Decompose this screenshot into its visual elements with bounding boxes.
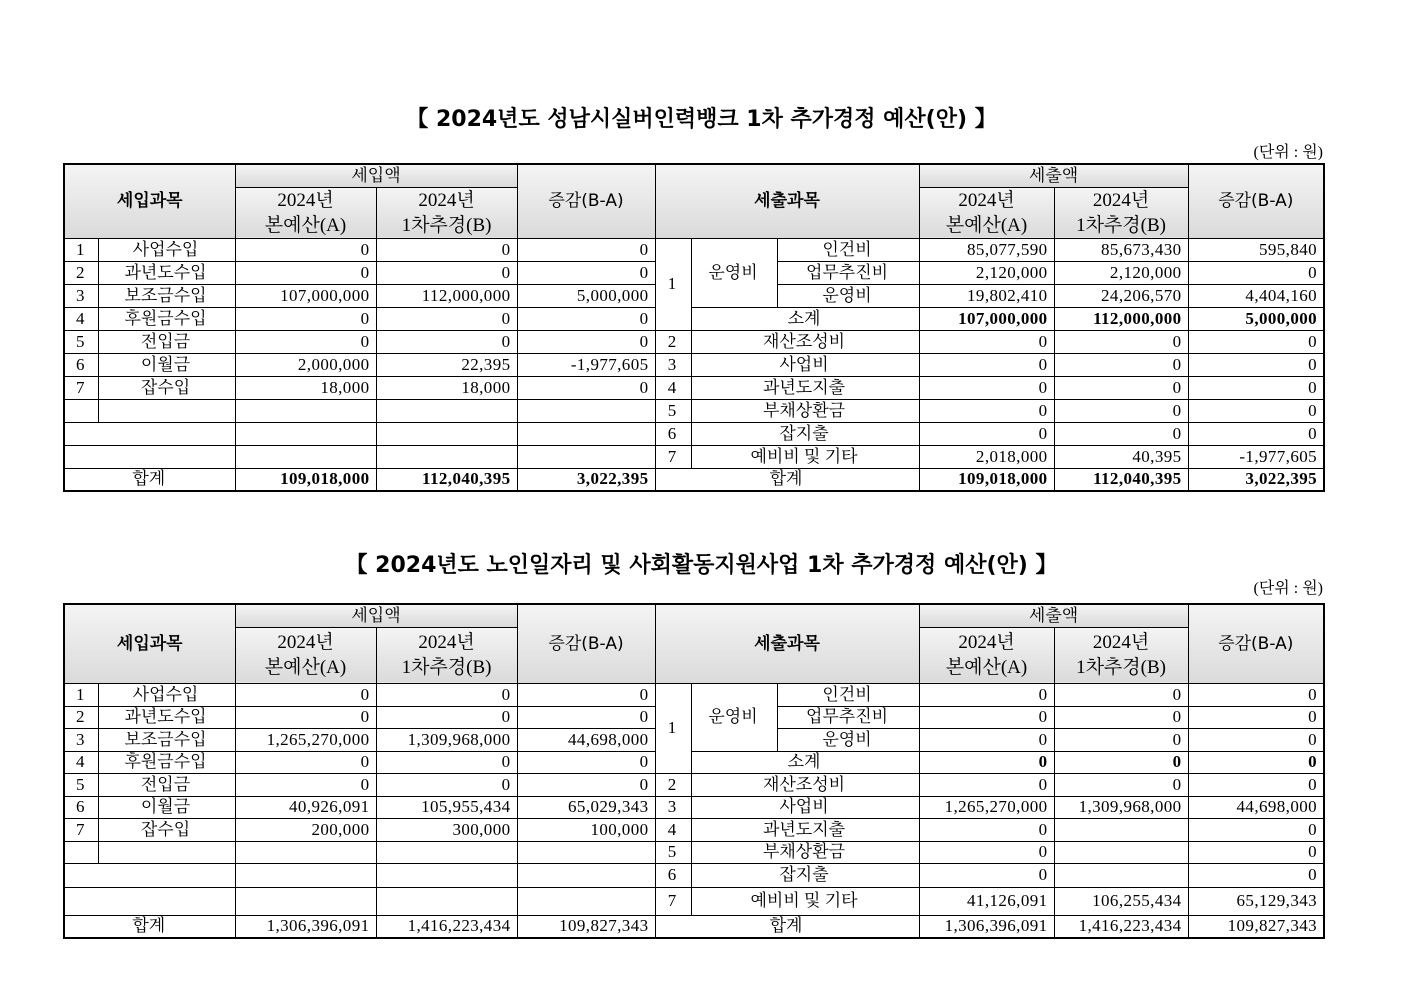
empty-cell — [64, 399, 98, 422]
income-base-amount: 107,000,000 — [235, 284, 376, 307]
empty-cell — [517, 422, 655, 445]
expense-base-amount: 0 — [919, 353, 1054, 376]
expense-revised-header — [1054, 627, 1188, 683]
expense-base-amount: 0 — [919, 818, 1054, 841]
income-base-amount: 0 — [235, 773, 376, 796]
expense-subtotal-revised: 112,000,000 — [1054, 307, 1188, 330]
expense-subject-header: 세출과목 — [655, 164, 919, 238]
expense-difference: 0 — [1188, 728, 1324, 751]
budget-title: 【 2024년도 성남시실버인력뱅크 1차 추가경정 예산(안) 】 — [406, 107, 997, 132]
income-revised-amount: 1,309,968,000 — [376, 728, 517, 751]
empty-cell — [376, 422, 517, 445]
header-revised-label: 1차추경(B) — [401, 657, 492, 678]
income-difference: 0 — [517, 683, 655, 706]
expense-difference: 4,404,160 — [1188, 284, 1324, 307]
table-row — [64, 751, 1324, 773]
empty-cell — [517, 399, 655, 422]
income-no: 5 — [64, 330, 98, 353]
empty-cell — [235, 445, 376, 468]
budget-title: 【 2024년도 노인일자리 및 사회활동지원사업 1차 추가경정 예산(안) 】 — [345, 553, 1058, 578]
income-revised-amount: 18,000 — [376, 376, 517, 399]
income-base-header — [235, 627, 376, 683]
expense-difference: -1,977,605 — [1188, 445, 1324, 468]
expense-difference: 0 — [1188, 818, 1324, 841]
expense-no: 2 — [655, 330, 691, 353]
income-no: 5 — [64, 773, 98, 796]
expense-revised-amount: 106,255,434 — [1054, 887, 1188, 915]
expense-revised-amount — [1054, 818, 1188, 841]
income-no: 2 — [64, 706, 98, 728]
header-base-label: 본예산(A) — [945, 657, 1028, 678]
expense-subitem: 업무추진비 — [777, 706, 919, 728]
expense-subtotal-base: 0 — [919, 751, 1054, 773]
expense-difference: 595,840 — [1188, 238, 1324, 261]
empty-cell — [64, 422, 235, 445]
expense-base-amount: 2,120,000 — [919, 261, 1054, 284]
header-year: 2024년 — [277, 632, 334, 653]
income-no: 6 — [64, 796, 98, 818]
expense-no: 7 — [655, 887, 691, 915]
table-row — [64, 399, 1324, 422]
income-difference: -1,977,605 — [517, 353, 655, 376]
income-base-amount: 200,000 — [235, 818, 376, 841]
income-subject-header: 세입과목 — [64, 164, 235, 238]
expense-total-revised: 1,416,223,434 — [1054, 915, 1188, 938]
empty-cell — [376, 399, 517, 422]
expense-item: 사업비 — [691, 796, 919, 818]
expense-item: 재산조성비 — [691, 773, 919, 796]
expense-base-header — [919, 627, 1054, 683]
header-revised-label: 1차추경(B) — [1076, 214, 1166, 236]
empty-cell — [235, 863, 376, 887]
income-no: 1 — [64, 683, 98, 706]
income-base-amount: 0 — [235, 683, 376, 706]
expense-total-difference: 109,827,343 — [1188, 915, 1324, 938]
expense-item: 재산조성비 — [691, 330, 919, 353]
expense-base-amount: 1,265,270,000 — [919, 796, 1054, 818]
income-total-revised: 112,040,395 — [376, 468, 517, 491]
empty-cell — [517, 445, 655, 468]
expense-base-amount: 0 — [919, 728, 1054, 751]
expense-subtotal-label: 소계 — [691, 751, 919, 773]
income-total-base: 1,306,396,091 — [235, 915, 376, 938]
expense-base-amount: 0 — [919, 863, 1054, 887]
expense-no: 2 — [655, 773, 691, 796]
income-revised-amount: 0 — [376, 751, 517, 773]
expense-subtotal-label: 소계 — [691, 307, 919, 330]
expense-difference: 0 — [1188, 399, 1324, 422]
income-total-revised: 1,416,223,434 — [376, 915, 517, 938]
expense-total-label: 합계 — [655, 915, 919, 938]
expense-subitem: 업무추진비 — [777, 261, 919, 284]
expense-difference: 0 — [1188, 261, 1324, 284]
header-base-label: 본예산(A) — [264, 214, 347, 236]
expense-base-amount: 0 — [919, 422, 1054, 445]
income-revised-amount: 0 — [376, 238, 517, 261]
header-year: 2024년 — [418, 632, 475, 653]
income-difference: 0 — [517, 773, 655, 796]
empty-cell — [376, 887, 517, 915]
income-item: 보조금수입 — [98, 728, 235, 751]
income-total-label: 합계 — [64, 468, 235, 491]
empty-cell — [235, 887, 376, 915]
table-row — [64, 863, 1324, 887]
unit-label: (단위 : 원) — [1253, 144, 1323, 161]
header-year: 2024년 — [958, 189, 1015, 211]
expense-base-amount: 0 — [919, 706, 1054, 728]
income-base-amount: 0 — [235, 261, 376, 284]
expense-total-base: 1,306,396,091 — [919, 915, 1054, 938]
income-difference: 100,000 — [517, 818, 655, 841]
header-revised-label: 1차추경(B) — [401, 214, 492, 236]
income-revised-amount: 0 — [376, 307, 517, 330]
income-difference: 0 — [517, 751, 655, 773]
table-row — [64, 376, 1324, 399]
expense-no: 7 — [655, 445, 691, 468]
empty-cell — [517, 887, 655, 915]
expense-item: 예비비 및 기타 — [691, 887, 919, 915]
income-no: 7 — [64, 376, 98, 399]
empty-cell — [235, 422, 376, 445]
income-revised-header — [376, 627, 517, 683]
income-base-amount: 1,265,270,000 — [235, 728, 376, 751]
income-difference-header: 증감(B-A) — [517, 604, 655, 683]
table-row — [64, 773, 1324, 796]
unit-label: (단위 : 원) — [1253, 580, 1323, 597]
budget-table — [63, 163, 1325, 492]
header-year: 2024년 — [1092, 189, 1150, 211]
table-row — [64, 445, 1324, 468]
income-base-amount: 0 — [235, 706, 376, 728]
empty-cell — [98, 841, 235, 863]
expense-no: 3 — [655, 796, 691, 818]
expense-revised-amount: 0 — [1054, 706, 1188, 728]
expense-base-header — [919, 187, 1054, 238]
empty-cell — [376, 445, 517, 468]
expense-subtotal-revised: 0 — [1054, 751, 1188, 773]
income-revised-header — [376, 187, 517, 238]
income-item: 잡수입 — [98, 818, 235, 841]
expense-subtotal-base: 107,000,000 — [919, 307, 1054, 330]
expense-base-amount: 85,077,590 — [919, 238, 1054, 261]
income-difference: 0 — [517, 261, 655, 284]
expense-base-amount: 2,018,000 — [919, 445, 1054, 468]
total-row — [64, 468, 1324, 491]
table-row — [64, 422, 1324, 445]
income-base-amount: 2,000,000 — [235, 353, 376, 376]
income-revised-amount: 105,955,434 — [376, 796, 517, 818]
expense-base-amount: 0 — [919, 330, 1054, 353]
expense-total-base: 109,018,000 — [919, 468, 1054, 491]
empty-cell — [235, 399, 376, 422]
expense-revised-header — [1054, 187, 1188, 238]
expense-item: 예비비 및 기타 — [691, 445, 919, 468]
expense-group-name: 운영비 — [691, 238, 777, 307]
income-difference: 0 — [517, 238, 655, 261]
expense-revised-amount: 40,395 — [1054, 445, 1188, 468]
income-difference: 65,029,343 — [517, 796, 655, 818]
header-year: 2024년 — [418, 189, 475, 211]
expense-difference: 0 — [1188, 773, 1324, 796]
income-revised-amount: 0 — [376, 683, 517, 706]
income-no: 1 — [64, 238, 98, 261]
empty-cell — [64, 863, 235, 887]
empty-cell — [98, 399, 235, 422]
expense-difference: 0 — [1188, 706, 1324, 728]
expense-total-label: 합계 — [655, 468, 919, 491]
income-revised-amount: 22,395 — [376, 353, 517, 376]
expense-revised-amount: 0 — [1054, 728, 1188, 751]
expense-group-name: 운영비 — [691, 683, 777, 751]
expense-subitem: 인건비 — [777, 683, 919, 706]
expense-base-amount: 0 — [919, 376, 1054, 399]
expense-no: 4 — [655, 818, 691, 841]
expense-subtotal-difference: 5,000,000 — [1188, 307, 1324, 330]
income-no: 2 — [64, 261, 98, 284]
header-base-label: 본예산(A) — [945, 214, 1028, 236]
expense-base-amount: 0 — [919, 773, 1054, 796]
expense-subitem: 운영비 — [777, 728, 919, 751]
income-no: 4 — [64, 307, 98, 330]
income-item: 잡수입 — [98, 376, 235, 399]
income-item: 후원금수입 — [98, 307, 235, 330]
expense-revised-amount: 0 — [1054, 399, 1188, 422]
income-base-header — [235, 187, 376, 238]
expense-item: 잡지출 — [691, 863, 919, 887]
expense-revised-amount: 0 — [1054, 353, 1188, 376]
table-row — [64, 307, 1324, 330]
income-item: 과년도수입 — [98, 706, 235, 728]
income-no: 6 — [64, 353, 98, 376]
expense-item: 부채상환금 — [691, 399, 919, 422]
expense-revised-amount: 1,309,968,000 — [1054, 796, 1188, 818]
expense-base-amount: 0 — [919, 841, 1054, 863]
expense-no: 6 — [655, 863, 691, 887]
income-revised-amount: 0 — [376, 706, 517, 728]
income-base-amount: 0 — [235, 751, 376, 773]
expense-base-amount: 41,126,091 — [919, 887, 1054, 915]
income-base-amount: 0 — [235, 238, 376, 261]
expense-difference: 0 — [1188, 863, 1324, 887]
expense-difference: 0 — [1188, 353, 1324, 376]
empty-cell — [64, 887, 235, 915]
expense-item: 잡지출 — [691, 422, 919, 445]
expense-revised-amount: 2,120,000 — [1054, 261, 1188, 284]
empty-cell — [376, 841, 517, 863]
expense-group-no: 1 — [655, 683, 691, 773]
income-no: 3 — [64, 728, 98, 751]
income-base-amount: 18,000 — [235, 376, 376, 399]
expense-revised-amount — [1054, 863, 1188, 887]
income-no: 4 — [64, 751, 98, 773]
income-total-difference: 109,827,343 — [517, 915, 655, 938]
expense-difference: 0 — [1188, 330, 1324, 353]
income-amount-header: 세입액 — [235, 604, 517, 627]
income-no: 3 — [64, 284, 98, 307]
expense-revised-amount: 24,206,570 — [1054, 284, 1188, 307]
header-year: 2024년 — [958, 632, 1015, 653]
income-item: 과년도수입 — [98, 261, 235, 284]
expense-revised-amount: 85,673,430 — [1054, 238, 1188, 261]
income-base-amount: 40,926,091 — [235, 796, 376, 818]
table-row — [64, 887, 1324, 915]
income-no: 7 — [64, 818, 98, 841]
header-revised-label: 1차추경(B) — [1076, 657, 1166, 678]
expense-base-amount: 0 — [919, 683, 1054, 706]
expense-difference: 44,698,000 — [1188, 796, 1324, 818]
expense-subitem: 인건비 — [777, 238, 919, 261]
income-difference-header: 증감(B-A) — [517, 164, 655, 238]
total-row — [64, 915, 1324, 938]
expense-base-amount: 0 — [919, 399, 1054, 422]
header-year: 2024년 — [277, 189, 334, 211]
expense-difference: 0 — [1188, 376, 1324, 399]
income-revised-amount: 300,000 — [376, 818, 517, 841]
expense-revised-amount — [1054, 841, 1188, 863]
table-row — [64, 796, 1324, 818]
expense-revised-amount: 0 — [1054, 422, 1188, 445]
expense-no: 6 — [655, 422, 691, 445]
expense-difference: 0 — [1188, 841, 1324, 863]
income-difference: 44,698,000 — [517, 728, 655, 751]
expense-revised-amount: 0 — [1054, 376, 1188, 399]
income-difference: 0 — [517, 307, 655, 330]
income-subject-header: 세입과목 — [64, 604, 235, 683]
expense-base-amount: 19,802,410 — [919, 284, 1054, 307]
income-item: 보조금수입 — [98, 284, 235, 307]
income-base-amount: 0 — [235, 330, 376, 353]
income-base-amount: 0 — [235, 307, 376, 330]
table-row — [64, 353, 1324, 376]
income-revised-amount: 112,000,000 — [376, 284, 517, 307]
income-difference: 0 — [517, 330, 655, 353]
expense-difference-header: 증감(B-A) — [1188, 164, 1324, 238]
empty-cell — [64, 445, 235, 468]
income-item: 이월금 — [98, 796, 235, 818]
expense-amount-header: 세출액 — [919, 164, 1188, 187]
income-difference: 0 — [517, 376, 655, 399]
expense-total-revised: 112,040,395 — [1054, 468, 1188, 491]
expense-group-no: 1 — [655, 238, 691, 330]
budget-table — [63, 603, 1325, 939]
income-difference: 5,000,000 — [517, 284, 655, 307]
expense-item: 과년도지출 — [691, 818, 919, 841]
expense-difference-header: 증감(B-A) — [1188, 604, 1324, 683]
income-item: 이월금 — [98, 353, 235, 376]
expense-revised-amount: 0 — [1054, 683, 1188, 706]
income-item: 전입금 — [98, 330, 235, 353]
expense-difference: 65,129,343 — [1188, 887, 1324, 915]
table-row — [64, 683, 1324, 706]
empty-cell — [517, 863, 655, 887]
expense-difference: 0 — [1188, 683, 1324, 706]
expense-subtotal-difference: 0 — [1188, 751, 1324, 773]
expense-subitem: 운영비 — [777, 284, 919, 307]
expense-item: 부채상환금 — [691, 841, 919, 863]
empty-cell — [517, 841, 655, 863]
empty-cell — [64, 841, 98, 863]
income-revised-amount: 0 — [376, 773, 517, 796]
income-item: 사업수입 — [98, 683, 235, 706]
income-revised-amount: 0 — [376, 330, 517, 353]
expense-total-difference: 3,022,395 — [1188, 468, 1324, 491]
table-row — [64, 238, 1324, 261]
income-difference: 0 — [517, 706, 655, 728]
table-row — [64, 841, 1324, 863]
expense-subject-header: 세출과목 — [655, 604, 919, 683]
empty-cell — [376, 863, 517, 887]
expense-revised-amount: 0 — [1054, 330, 1188, 353]
empty-cell — [235, 841, 376, 863]
expense-no: 5 — [655, 399, 691, 422]
income-total-label: 합계 — [64, 915, 235, 938]
income-total-base: 109,018,000 — [235, 468, 376, 491]
header-year: 2024년 — [1092, 632, 1150, 653]
expense-no: 3 — [655, 353, 691, 376]
income-revised-amount: 0 — [376, 261, 517, 284]
expense-revised-amount: 0 — [1054, 773, 1188, 796]
expense-no: 4 — [655, 376, 691, 399]
expense-difference: 0 — [1188, 422, 1324, 445]
expense-item: 과년도지출 — [691, 376, 919, 399]
income-amount-header: 세입액 — [235, 164, 517, 187]
table-row — [64, 818, 1324, 841]
income-item: 사업수입 — [98, 238, 235, 261]
income-item: 후원금수입 — [98, 751, 235, 773]
table-row — [64, 330, 1324, 353]
expense-no: 5 — [655, 841, 691, 863]
income-total-difference: 3,022,395 — [517, 468, 655, 491]
expense-item: 사업비 — [691, 353, 919, 376]
income-item: 전입금 — [98, 773, 235, 796]
expense-amount-header: 세출액 — [919, 604, 1188, 627]
header-base-label: 본예산(A) — [264, 657, 347, 678]
